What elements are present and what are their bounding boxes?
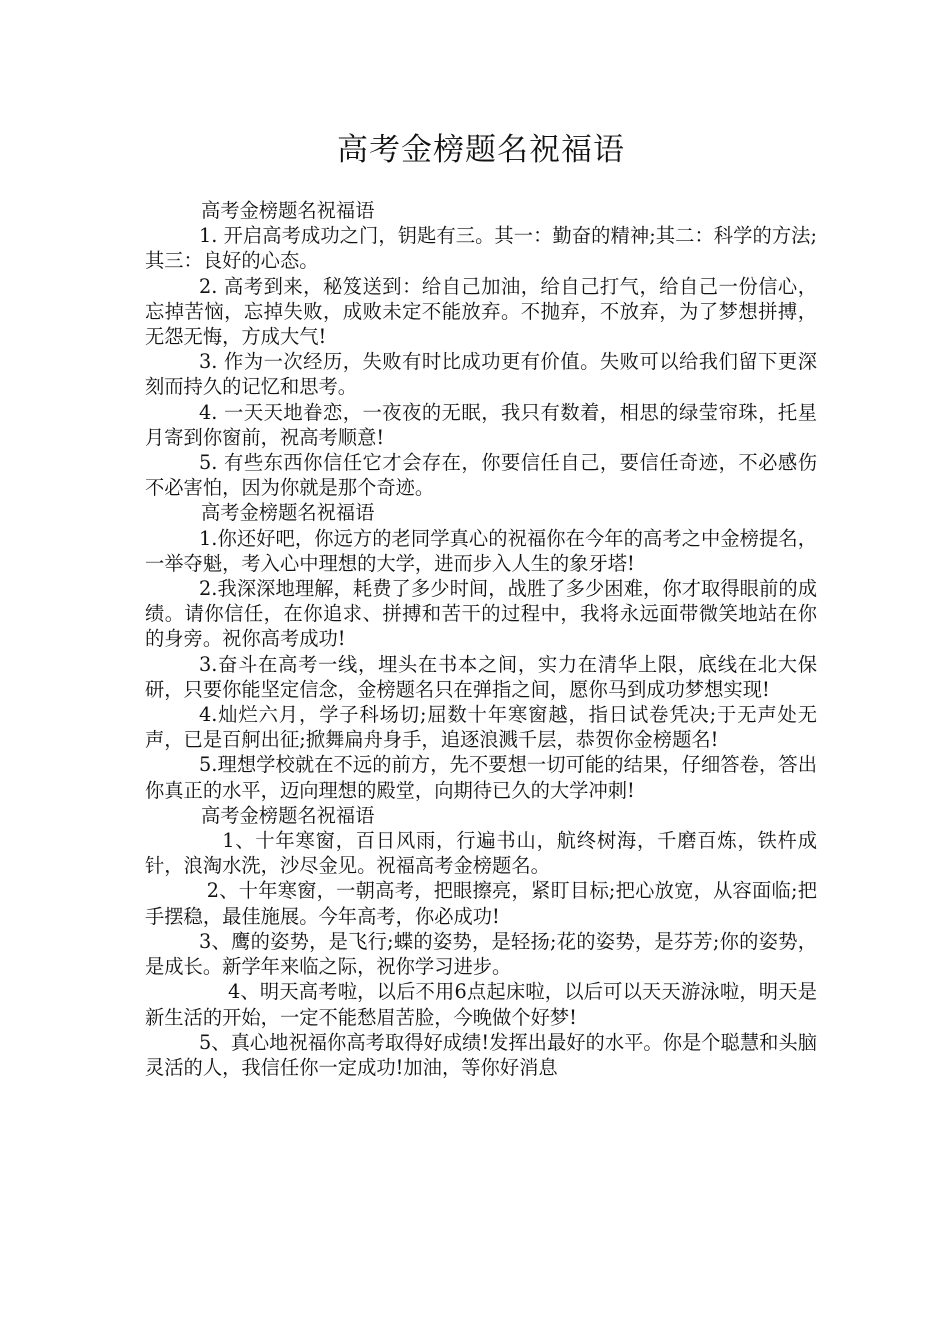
section-heading: 高考金榜题名祝福语 [200,501,375,525]
paragraph: 5.理想学校就在不远的前方，先不要想一切可能的结果，仔细答卷，答出你真正的水平，迈向理想的殿堂，向期待已久的大学冲刺! [145,753,817,802]
document-page [145,118,817,1080]
paragraph: 4.灿烂六月，学子科场切;屈数十年寒窗越，指日试卷凭决;于无声处无声，已是百舸出征;掀舞扁舟身手，追逐浪溅千层，恭贺你金榜题名! [145,703,817,752]
section-heading: 高考金榜题名祝福语 [200,803,375,827]
paragraph: 2.我深深地理解，耗费了多少时间，战胜了多少困难，你才取得眼前的成绩。请你信任，在你追求、拼搏和苦干的过程中，我将永远面带微笑地站在你的身旁。祝你高考成功! [145,577,817,651]
paragraph: 2、十年寒窗，一朝高考，把眼擦亮，紧盯目标;把心放宽，从容面临;把手摆稳，最佳施展。今年高考，你必成功! [145,879,817,928]
paragraph: 5、真心地祝福你高考取得好成绩!发挥出最好的水平。你是个聪慧和头脑灵活的人，我信任你一定成功!加油，等你好消息 [145,1030,817,1079]
section-heading: 高考金榜题名祝福语 [200,199,375,222]
paragraph: 1、十年寒窗，百日风雨，行遍书山，航终树海，千磨百炼，铁杵成针，浪淘水洗，沙尽金见。祝福高考金榜题名。 [145,829,817,878]
paragraph: 2. 高考到来，秘笈送到：给自己加油，给自己打气，给自己一份信心，忘掉苦恼，忘掉失败，成败未定不能放弃。不抛弃，不放弃，为了梦想拼搏，无怨无悔，方成大气! [145,274,817,349]
paragraph: 5. 有些东西你信任它才会存在，你要信任自己，要信任奇迹，不必感伤不必害怕，因为你就是那个奇迹。 [145,451,817,500]
paragraph: 3. 作为一次经历，失败有时比成功更有价值。失败可以给我们留下更深刻而持久的记忆和思考。 [145,350,817,399]
paragraph: 1. 开启高考成功之门，钥匙有三。其一：勤奋的精神;其二：科学的方法;其三：良好的心态。 [145,224,817,273]
paragraph: 4、明天高考啦，以后不用6点起床啦，以后可以天天游泳啦，明天是新生活的开始，一定不能愁眉苦脸，今晚做个好梦! [145,980,817,1029]
document-title: 高考金榜题名祝福语 [337,132,625,168]
paragraph: 1.你还好吧，你远方的老同学真心的祝福你在今年的高考之中金榜提名，一举夺魁，考入心中理想的大学，进而步入人生的象牙塔! [145,526,817,575]
paragraph: 3.奋斗在高考一线，埋头在书本之间，实力在清华上限，底线在北大保研，只要你能坚定信念，金榜题名只在弹指之间，愿你马到成功梦想实现! [145,652,817,701]
document-body [145,198,817,1080]
paragraph: 4. 一天天地眷恋，一夜夜的无眠，我只有数着，相思的绿莹帘珠，托星月寄到你窗前，祝高考顺意! [145,400,817,449]
paragraph: 3、鹰的姿势，是飞行;蝶的姿势，是轻扬;花的姿势，是芬芳;你的姿势，是成长。新学年来临之际，祝你学习进步。 [145,929,817,979]
